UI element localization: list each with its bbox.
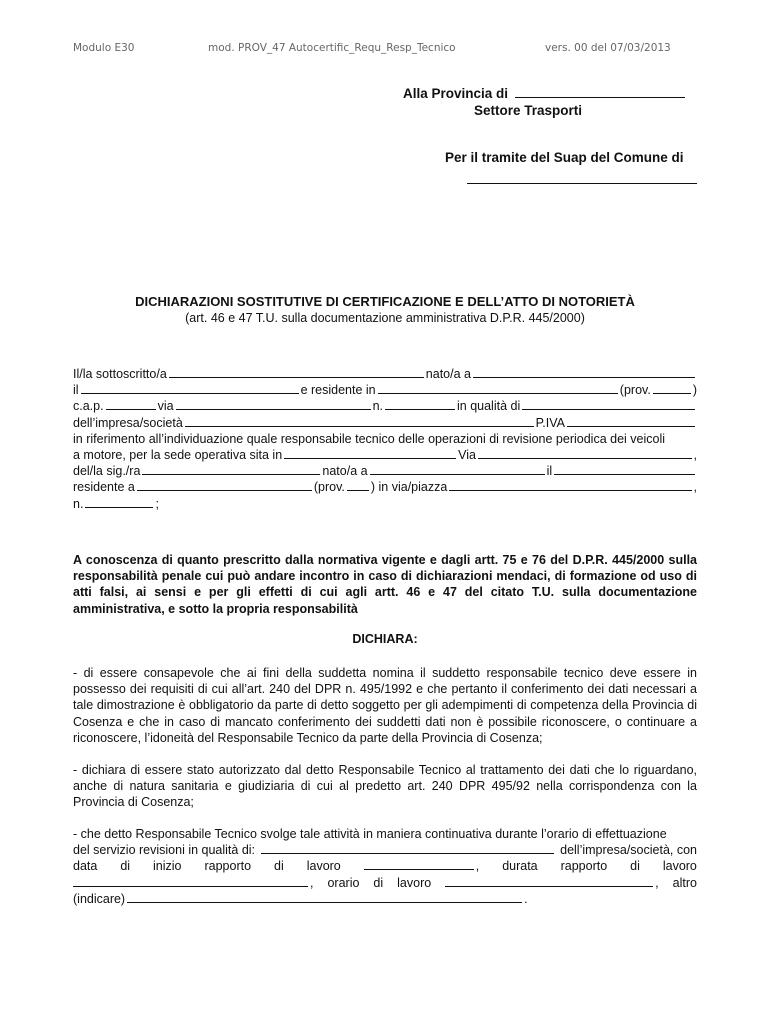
label-sede-operativa: a motore, per la sede operativa sita in	[73, 447, 283, 462]
p3-line-5	[73, 891, 697, 907]
p3-w-di-4: di	[373, 875, 384, 890]
p3-w-comma: ,	[475, 859, 480, 874]
declaration-paragraph-1: - di essere consapevole che ai fini della suddetta nomina il suddetto responsabile tecnico deve essere in possesso dei requisiti di cui all’art. 240 del DPR n. 495/1992 e che pertanto il conferimento dei dati necessari a tale dimostrazione è obbligatorio da parte di detto soggetto per gli adempimenti di competenza della Provincia di Cosenza e che in caso di mancato conferimento dei suddetti dati non è possibile riconoscere, o continuare a riconoscere, l’idoneità del Responsabile Tecnico da parte della Provincia di Cosenza;	[73, 666, 697, 745]
p3-w-inizio: inizio	[153, 859, 182, 874]
label-in-qualita: in qualità di	[457, 399, 521, 414]
label-via-piazza: ) in via/piazza	[370, 480, 448, 495]
label-piva: P.IVA	[535, 415, 565, 430]
p3-line-4	[73, 875, 697, 891]
suap-line: Per il tramite del Suap del Comune di	[445, 150, 684, 165]
module-version: vers. 00 del 07/03/2013	[545, 42, 671, 54]
p3-w-orario: orario	[327, 875, 360, 890]
field-prov[interactable]	[653, 382, 691, 394]
field-altro[interactable]	[127, 891, 522, 903]
field-qualita[interactable]	[522, 398, 695, 410]
label-il-rt: il	[546, 464, 553, 479]
p3-w-data: data	[73, 859, 98, 874]
field-residente-a[interactable]	[137, 479, 312, 491]
recipient-sector: Settore Trasporti	[474, 103, 583, 118]
p3-line-2	[73, 842, 697, 858]
field-prov-rt[interactable]	[347, 479, 369, 491]
p3-line-3	[73, 858, 697, 874]
p3-w-di-2: di	[274, 859, 284, 874]
label-n-rt: n.	[73, 496, 84, 511]
p3-label-indicare: (indicare)	[73, 891, 126, 906]
field-via[interactable]	[176, 398, 371, 410]
field-sede-operativa[interactable]	[284, 447, 456, 459]
p3-w-altro: altro	[672, 875, 697, 890]
field-durata[interactable]	[73, 875, 308, 887]
field-data-nascita[interactable]	[81, 382, 299, 394]
label-nato-a-rt: nato/a a	[322, 464, 368, 479]
field-piva[interactable]	[567, 415, 695, 427]
document-subtitle: (art. 46 e 47 T.U. sulla documentazione amministrativa D.P.R. 445/2000)	[185, 311, 585, 325]
p3-w-lavoro-2: lavoro	[662, 859, 697, 874]
field-sig-ra[interactable]	[142, 463, 320, 475]
field-numero[interactable]	[385, 398, 455, 410]
p3-w-rapporto: rapporto	[204, 859, 252, 874]
conoscenza-paragraph: A conoscenza di quanto prescritto dalla normativa vigente e dagli artt. 75 e 76 del D.P.R. 445/2000 sulla responsabilità penale cui può andare incontro in caso di dichiarazioni mendaci, di formazione od uso di atti falsi, ai sensi e per gli effetti di cui agli artt. 46 e 47 del citato T.U. sulla documentazione amministrativa, e sotto la propria responsabilità	[73, 553, 697, 616]
p3-orario-group	[445, 875, 658, 891]
field-residente-in[interactable]	[378, 382, 618, 394]
form-row-7	[73, 463, 697, 479]
declarant-form	[73, 366, 697, 512]
label-close-paren: )	[692, 383, 697, 398]
p3-w-durata: durata	[502, 859, 538, 874]
field-nato-a-rt[interactable]	[370, 463, 545, 475]
label-cap: c.a.p.	[73, 399, 104, 414]
module-name: mod. PROV_47 Autocertific_Requ_Resp_Tecnico	[208, 42, 456, 54]
form-row-1	[73, 366, 697, 382]
label-semicolon: ;	[155, 496, 159, 511]
field-cap[interactable]	[106, 398, 156, 410]
p3-w-lavoro: lavoro	[306, 859, 341, 874]
label-comma-2: ,	[693, 480, 697, 495]
label-residente-in: e residente in	[300, 383, 376, 398]
label-residente-a: residente a	[73, 480, 135, 495]
declaration-paragraph-3	[73, 826, 697, 907]
dichiara-heading: DICHIARA:	[352, 632, 418, 646]
p3-w-di: di	[120, 859, 131, 874]
p3-line-1	[73, 826, 697, 842]
p3-text-1: - che detto Responsabile Tecnico svolge tale attività in maniera continuativa durante l’orario di effettuazione	[73, 827, 667, 841]
label-comma: ,	[693, 447, 697, 462]
label-riferimento: in riferimento all’individuazione quale responsabile tecnico delle operazioni di revisione periodica dei veicoli	[73, 431, 666, 446]
document-title: DICHIARAZIONI SOSTITUTIVE DI CERTIFICAZIONE E DELL’ATTO DI NOTORIETÀ	[135, 294, 635, 309]
p3-w-di-3: di	[630, 859, 640, 874]
form-row-6	[73, 447, 697, 463]
label-prov: (prov.	[619, 383, 651, 398]
p3-label-impresa: dell’impresa/società, con	[560, 843, 697, 858]
field-via-piazza[interactable]	[449, 479, 691, 491]
p3-w-period: .	[524, 891, 528, 906]
form-row-2	[73, 382, 697, 398]
recipient-province-label: Alla Provincia di	[403, 86, 509, 101]
label-il: il	[73, 383, 79, 398]
declaration-paragraph-2: - dichiara di essere stato autorizzato dal detto Responsabile Tecnico al trattamento dei dati che lo riguardano, anche di natura sanitaria e giudiziaria di cui al predetto art. 240 DPR 495/92 nella corrispondenza con la Provincia di Cosenza;	[73, 763, 697, 810]
form-row-8	[73, 479, 697, 495]
label-nato-a: nato/a a	[425, 367, 471, 381]
label-impresa: dell’impresa/società	[73, 415, 183, 430]
field-via-sede[interactable]	[478, 447, 692, 459]
p3-w-comma-3: ,	[655, 875, 659, 890]
recipient-province	[403, 86, 685, 101]
label-sig-ra: del/la sig./ra	[73, 464, 141, 479]
field-nato-a[interactable]	[473, 366, 695, 378]
p3-durata-group	[73, 875, 313, 891]
p3-label-qualita: del servizio revisioni in qualità di:	[73, 843, 256, 858]
province-field[interactable]	[515, 96, 685, 98]
label-n: n.	[372, 399, 383, 414]
field-sottoscritto[interactable]	[169, 366, 424, 378]
label-prov-rt: (prov.	[313, 480, 345, 495]
form-row-9	[73, 496, 697, 512]
field-numero-rt[interactable]	[85, 496, 153, 508]
form-row-4	[73, 415, 697, 431]
field-data-inizio[interactable]	[364, 858, 474, 870]
form-row-5	[73, 431, 697, 447]
p3-w-rapporto-2: rapporto	[560, 859, 608, 874]
label-via-sede: Via	[458, 447, 476, 462]
suap-comune-field[interactable]	[467, 183, 697, 184]
p3-data-inizio-group	[364, 858, 479, 874]
p3-w-comma-2: ,	[310, 875, 314, 890]
label-sottoscritto: Il/la sottoscritto/a	[73, 367, 167, 381]
field-data-nascita-rt[interactable]	[554, 463, 695, 475]
field-qualita-rt[interactable]	[261, 842, 554, 854]
p3-w-lavoro-3: lavoro	[397, 875, 432, 890]
field-impresa[interactable]	[185, 415, 534, 427]
module-code: Modulo E30	[73, 42, 135, 54]
field-orario[interactable]	[445, 875, 653, 887]
form-row-3	[73, 398, 697, 414]
label-via: via	[157, 399, 174, 414]
